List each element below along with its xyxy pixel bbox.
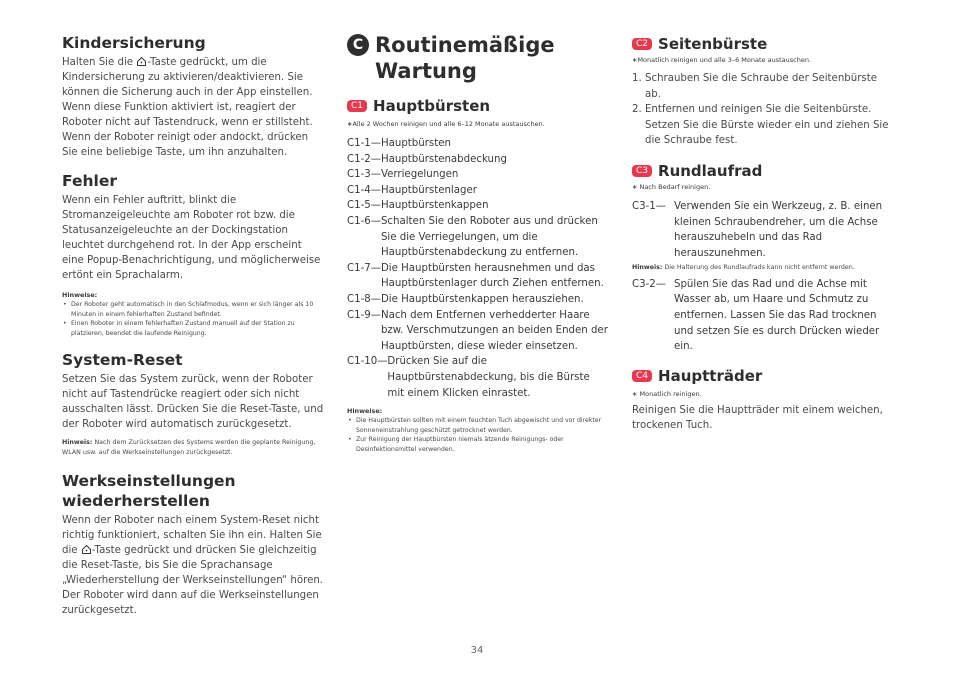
factory-reset-text: Wenn der Roboter nach einem System-Reset nicht richtig funktioniert, schalten Sie ihn ein. Halten Sie die -Taste gedrückt und drücken Sie gleichzeitig die Reset-Taste, bis Sie die Sprachansage „Wiederherstellung der Werkseinstellungen“ hören. Der Roboter wird dann auf die Werkseinstellungen zurückgesetzt. <box>62 515 324 616</box>
step-item: C1-7— Die Hauptbürsten herausnehmen und das Hauptbürstenlager durch Ziehen entfernen. <box>347 262 604 290</box>
system-reset-hint: Hinweis: Nach dem Zurücksetzen des Systems werden die geplante Reinigung, WLAN usw. auf die Werkseinstellungen zurückgesetzt. <box>62 439 316 456</box>
side-brush-header <box>632 34 894 54</box>
note-item: • Der Roboter geht automatisch in den Schlafmodus, wenn er sich länger als 10 Minuten in einem fehlerhaften Zustand befindet. <box>62 300 324 319</box>
side-brush-title: Seitenbürste <box>658 35 768 53</box>
child-lock-text: Halten Sie die -Taste gedrückt, um die Kindersicherung zu aktivieren/deaktivieren. Sie können die Sicherung auch in der App einstellen. Wenn diese Funktion aktiviert ist, reagiert der Roboter nicht auf Tastendruck, wenn er stillsteht. Wenn der Roboter reinigt oder andockt, drücken Sie eine beliebige Taste, um ihn anzuhalten. <box>62 57 313 158</box>
main-wheels-text: Reinigen Sie die Hauptträder mit einem weichen, trockenen Tuch. <box>632 405 883 431</box>
maintenance-title: Routinemäßige Wartung <box>375 33 555 83</box>
notes-title: Hinweise: <box>62 291 98 299</box>
note-item: • Die Hauptbürsten sollten mit einem feuchten Tuch abgewischt und vor direkter Sonneneinstrahlung geschützt getrocknet werden. <box>347 416 609 435</box>
step-item: 1. Schrauben Sie die Schraube der Seitenbürste ab. <box>632 73 877 100</box>
dock-home-icon <box>81 544 92 555</box>
main-wheels-title: Hauptträder <box>658 367 763 385</box>
step-item: C1-6— Schalten Sie den Roboter aus und drücken Sie die Verriegelungen, um die Hauptbürstenabdeckung zu entfernen. <box>347 215 598 259</box>
section-badge: C4 <box>632 370 652 382</box>
system-reset-title: System-Reset <box>62 351 183 369</box>
main-wheels-section <box>632 366 894 433</box>
main-brush-subtitle: ∗Alle 2 Wochen reinigen und alle 6–12 Monate austauschen. <box>347 120 545 128</box>
side-brush-steps <box>632 71 894 149</box>
system-reset-section <box>62 350 324 457</box>
section-letter-badge: C <box>347 34 369 56</box>
main-brush-header <box>347 96 609 116</box>
errors-section <box>62 171 324 338</box>
system-reset-text: Setzen Sie das System zurück, wenn der Roboter nicht auf Tastendrücke reagiert oder sich nicht ausschalten lässt. Drücken Sie die Reset-Taste, und der Roboter wird automatisch zurückgesetzt. <box>62 374 324 430</box>
step-item: C1-3— Verriegelungen <box>347 169 459 181</box>
section-badge: C3 <box>632 165 652 177</box>
section-badge: C2 <box>632 38 652 50</box>
omni-wheel-subtitle: ∗ Nach Bedarf reinigen. <box>632 183 711 191</box>
side-brush-subtitle: ∗Monatlich reinigen und alle 3–6 Monate austauschen. <box>632 56 812 64</box>
step-item: C3-2— Spülen Sie das Rad und die Achse mit Wasser ab, um Haare und Schmutz zu entfernen. Lassen Sie das Rad trocknen und setzen Sie es durch Drücken wieder ein. <box>632 278 880 353</box>
child-lock-title: Kindersicherung <box>62 34 206 52</box>
step-item: C1-9— Nach dem Entfernen verhedderter Haare bzw. Verschmutzungen an beiden Enden der Hauptbürsten, diese wieder einsetzen. <box>347 309 608 352</box>
omni-wheel-title: Rundlaufrad <box>658 162 763 180</box>
main-brush-steps <box>347 136 609 401</box>
errors-title: Fehler <box>62 172 117 190</box>
main-wheels-header <box>632 366 894 386</box>
errors-notes <box>62 291 324 338</box>
main-brush-section <box>347 96 609 454</box>
note-item: • Zur Reinigung der Hauptbürsten niemals ätzende Reinigungs- oder Desinfektionsmittel verwenden. <box>347 435 609 454</box>
step-item: C1-5— Hauptbürstenkappen <box>347 200 489 212</box>
child-lock-section <box>62 33 324 160</box>
step-item: C1-2— Hauptbürstenabdeckung <box>347 153 507 165</box>
page-number: 34 <box>470 645 484 656</box>
step-item: C1-10— Drücken Sie auf die Hauptbürstenabdeckung, bis die Bürste mit einem Klicken einrastet. <box>347 356 590 399</box>
step-item: C3-1— Verwenden Sie ein Werkzeug, z. B. einen kleinen Schraubendreher, um die Achse herauszuhebeln und das Rad herauszunehmen. <box>632 201 883 259</box>
dock-home-icon <box>136 56 147 67</box>
notes-title: Hinweise: <box>347 407 383 416</box>
step-item: C1-1— Hauptbürsten <box>347 138 451 149</box>
step-item: C1-4— Hauptbürstenlager <box>347 184 477 196</box>
section-badge: C1 <box>347 100 367 112</box>
step-item: C1-8— Die Hauptbürstenkappen herausziehen. <box>347 293 584 305</box>
omni-wheel-section <box>632 161 894 355</box>
factory-reset-section <box>62 471 324 618</box>
factory-reset-title: Werkseinstellungen wiederherstellen <box>62 472 236 510</box>
omni-wheel-header <box>632 161 894 181</box>
side-brush-section <box>632 34 894 149</box>
main-wheels-subtitle: ∗ Monatlich reinigen. <box>632 390 702 398</box>
note-item: • Einen Roboter in einem fehlerhaften Zustand manuell auf der Station zu platzieren, beendet die laufende Reinigung. <box>62 319 324 338</box>
step-item: 2. Entfernen und reinigen Sie die Seitenbürste. Setzen Sie die Bürste wieder ein und ziehen Sie die Schraube fest. <box>632 104 889 147</box>
main-brush-notes <box>347 407 609 454</box>
maintenance-heading <box>347 32 609 84</box>
omni-wheel-hint: Hinweis: Die Halterung des Rundlaufrads kann nicht entfernt werden. <box>632 264 855 272</box>
errors-text: Wenn ein Fehler auftritt, blinkt die Stromanzeigeleuchte am Roboter rot bzw. die Statusanzeigeleuchte an der Dockingstation leuchtet durchgehend rot. In der App erscheint eine Popup-Benachrichtigung, und möglicherweise ertönt ein Sprachalarm. <box>62 195 321 281</box>
main-brush-title: Hauptbürsten <box>373 97 491 115</box>
